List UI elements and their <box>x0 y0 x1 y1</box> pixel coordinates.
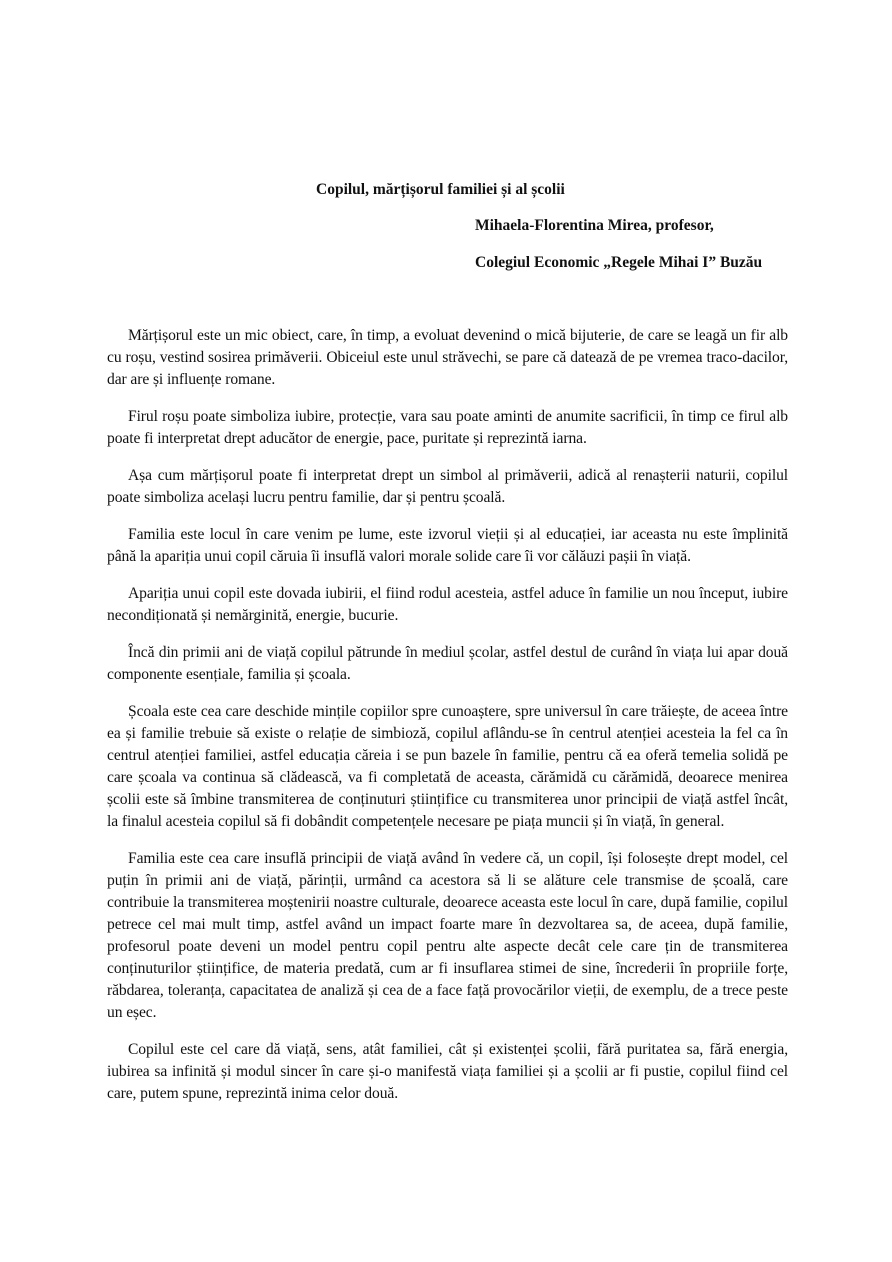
paragraph: Școala este cea care deschide mințile copiilor spre cunoaștere, spre universul în care trăiește, de aceea între ea și familie trebuie să existe o relație de simbioză, copilul aflându-se în centrul atenției acesteia la fel ca în centrul atenției familiei, astfel educația căreia i se pun bazele în familie, pentru că ea oferă temelia solidă pe care școala va continua să clădească, va fi completată de aceasta, cărămidă cu cărămidă, deoarece menirea școlii este să îmbine transmiterea de conținuturi științifice cu transmiterea unor principii de viață astfel încât, la finalul acesteia copilul să fi dobândit competențele necesare pe piața muncii și în viață, în general. <box>107 703 788 830</box>
paragraph: Încă din primii ani de viață copilul pătrunde în mediul școlar, astfel destul de curând în viața lui apar două componente esențiale, familia și școala. <box>107 644 788 683</box>
paragraph: Familia este locul în care venim pe lume, este izvorul vieții și al educației, iar aceasta nu este împlinită până la apariția unui copil căruia îi insuflă valori morale solide care îi vor călăuzi pașii în viață. <box>107 526 788 565</box>
paragraph: Familia este cea care insuflă principii de viață având în vedere că, un copil, își folosește drept model, cel puțin în primii ani de viață, părinții, urmând ca acestora să li se alăture cele transmise de școală, care contribuie la transmiterea moștenirii noastre culturale, deoarece aceasta este locul în care, după familie, copilul petrece cel mai mult timp, astfel având un impact foarte mare în dezvoltarea sa, de aceea, după familie, profesorul poate deveni un model pentru copil pentru alte aspecte decât cele care țin de transmiterea conținuturilor științifice, de materia predată, cum ar fi insuflarea stimei de sine, încrederii în propriile forțe, răbdarea, toleranța, capacitatea de analiză și cea de a face față provocărilor vieții, de exemplu, de a trece peste un eșec. <box>107 850 788 1021</box>
author-line: Mihaela-Florentina Mirea, profesor, <box>475 217 714 234</box>
paragraph: Apariția unui copil este dovada iubirii, el fiind rodul acesteia, astfel aduce în familie un nou început, iubire necondiționată și nemărginită, energie, bucurie. <box>107 585 788 624</box>
institution-line: Colegiul Economic „Regele Mihai I” Buzău <box>475 254 763 271</box>
paragraph: Copilul este cel care dă viață, sens, atât familiei, cât și existenței școlii, fără puritatea sa, fără energia, iubirea sa infinită și modul sincer în care și-o manifestă viața familiei și a școlii ar fi pustie, copilul fiind cel care, putem spune, reprezintă inima celor două. <box>107 1041 788 1102</box>
paragraph: Firul roșu poate simboliza iubire, protecție, vara sau poate aminti de anumite sacrificii, în timp ce firul alb poate fi interpretat drept aducător de energie, pace, puritate și reprezintă iarna. <box>107 408 788 447</box>
document-body <box>107 325 788 1120</box>
paragraph: Așa cum mărțișorul poate fi interpretat drept un simbol al primăverii, adică al renașterii naturii, copilul poate simboliza același lucru pentru familie, dar și pentru școală. <box>107 467 788 506</box>
paragraph: Mărțișorul este un mic obiect, care, în timp, a evoluat devenind o mică bijuterie, de care se leagă un fir alb cu roșu, vestind sosirea primăverii. Obiceiul este unul străvechi, se pare că datează de pe vremea traco-dacilor, dar are și influențe romane. <box>107 327 788 388</box>
document-title: Copilul, mărțișorul familiei și al școlii <box>316 181 565 198</box>
